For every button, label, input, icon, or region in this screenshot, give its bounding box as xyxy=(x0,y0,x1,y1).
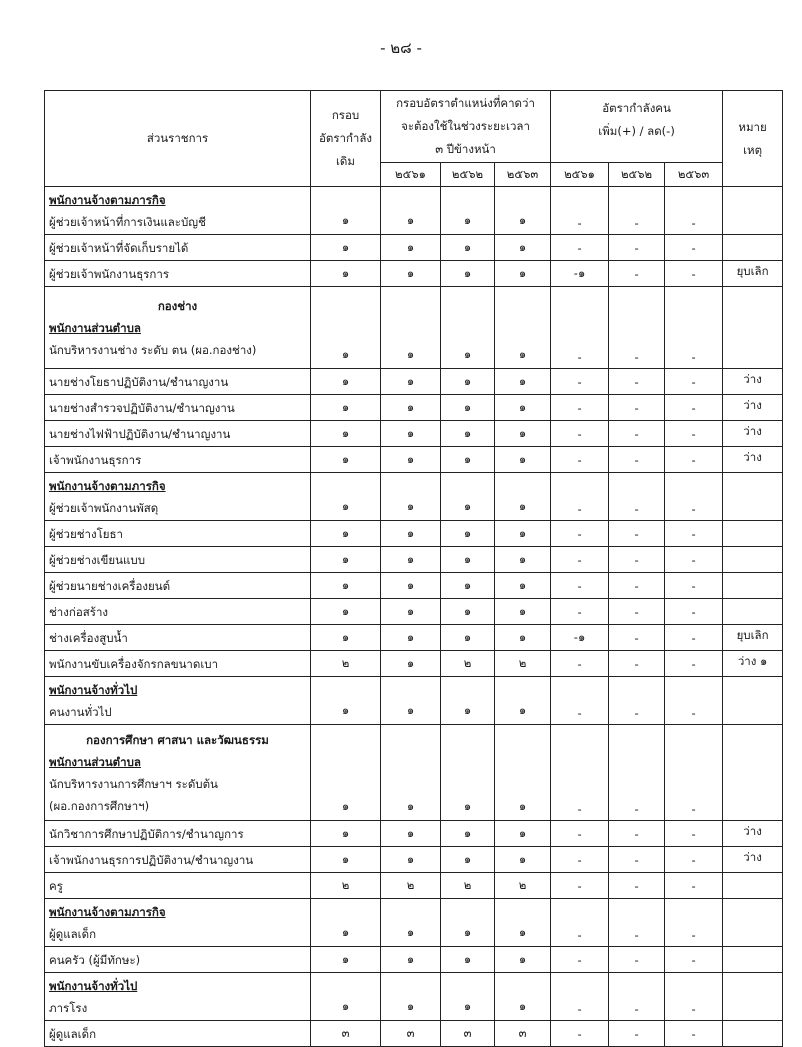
change-value: - xyxy=(665,873,723,899)
change-value: - xyxy=(551,447,609,473)
frame-value: ๑ xyxy=(311,821,381,847)
table-row xyxy=(45,187,783,235)
note-cell: ว่าง xyxy=(723,395,783,421)
expected-value: ๑ xyxy=(495,847,551,873)
unit-cell xyxy=(45,873,311,899)
change-value: - xyxy=(665,369,723,395)
note-cell: ยุบเลิก xyxy=(723,261,783,287)
position-name: เจ้าพนักงานธุรการ xyxy=(49,452,142,467)
frame-value: ๑ xyxy=(311,187,381,235)
table-body xyxy=(45,187,783,1047)
expected-value: ๑ xyxy=(441,847,495,873)
frame-value: ๑ xyxy=(311,947,381,973)
table-row xyxy=(45,573,783,599)
change-value: - xyxy=(665,847,723,873)
change-value: - xyxy=(665,447,723,473)
change-value: - xyxy=(665,287,723,369)
expected-value: ๑ xyxy=(441,677,495,725)
table-row xyxy=(45,651,783,677)
header-year-change-1: ๒๕๖๑ xyxy=(551,163,609,187)
table-row xyxy=(45,395,783,421)
expected-value: ๑ xyxy=(495,261,551,287)
expected-value: ๑ xyxy=(381,447,441,473)
table-row xyxy=(45,677,783,725)
expected-value: ๑ xyxy=(381,573,441,599)
expected-value: ๑ xyxy=(381,847,441,873)
change-value: - xyxy=(665,899,723,947)
expected-value: ๑ xyxy=(381,421,441,447)
frame-value: ๑ xyxy=(311,261,381,287)
unit-cell xyxy=(45,235,311,261)
expected-value: ๑ xyxy=(495,521,551,547)
division-title: กองการศึกษา ศาสนา และวัฒนธรรม xyxy=(86,732,269,747)
change-value: - xyxy=(551,473,609,521)
header-year-change-2: ๒๕๖๒ xyxy=(609,163,665,187)
frame-value: ๑ xyxy=(311,899,381,947)
expected-value: ๑ xyxy=(381,287,441,369)
table-row xyxy=(45,369,783,395)
expected-value: ๑ xyxy=(381,473,441,521)
position-name: (ผอ.กองการศึกษาฯ) xyxy=(49,798,150,813)
change-value: - xyxy=(551,187,609,235)
change-value: - xyxy=(551,821,609,847)
change-value: - xyxy=(665,725,723,821)
unit-cell xyxy=(45,625,311,651)
change-value: - xyxy=(609,1021,665,1047)
division-title: กองช่าง xyxy=(157,298,198,313)
group-heading: พนักงานส่วนตำบล xyxy=(49,320,141,335)
group-heading: พนักงานจ้างตามภารกิจ xyxy=(49,478,166,493)
unit-cell xyxy=(45,287,311,369)
expected-value: ๑ xyxy=(441,625,495,651)
expected-value: ๑ xyxy=(495,677,551,725)
unit-cell xyxy=(45,947,311,973)
change-value: - xyxy=(551,873,609,899)
note-cell xyxy=(723,677,783,725)
expected-value: ๓ xyxy=(441,1021,495,1047)
expected-value: ๑ xyxy=(495,235,551,261)
change-value: - xyxy=(665,677,723,725)
expected-value: ๑ xyxy=(441,187,495,235)
change-value: - xyxy=(609,847,665,873)
note-cell: ว่าง xyxy=(723,447,783,473)
note-cell xyxy=(723,947,783,973)
expected-value: ๑ xyxy=(495,421,551,447)
position-name: พนักงานขับเครื่องจักรกลขนาดเบา xyxy=(49,656,219,671)
unit-cell xyxy=(45,521,311,547)
expected-value: ๑ xyxy=(441,947,495,973)
header-unit: ส่วนราชการ xyxy=(45,91,311,187)
expected-value: ๑ xyxy=(495,395,551,421)
expected-value: ๑ xyxy=(381,625,441,651)
change-value: - xyxy=(551,573,609,599)
change-value: - xyxy=(609,261,665,287)
unit-cell xyxy=(45,395,311,421)
position-name: ผู้ช่วยนายช่างเครื่องยนต์ xyxy=(49,578,171,593)
change-value: - xyxy=(665,651,723,677)
position-name: ผู้ช่วยเจ้าพนักงานพัสดุ xyxy=(49,500,159,515)
unit-cell xyxy=(45,1021,311,1047)
frame-value: ๒ xyxy=(311,651,381,677)
change-value: - xyxy=(609,973,665,1021)
unit-cell xyxy=(45,899,311,947)
expected-value: ๑ xyxy=(381,599,441,625)
expected-value: ๑ xyxy=(381,521,441,547)
change-value: - xyxy=(609,369,665,395)
position-name: ช่างเครื่องสูบน้ำ xyxy=(49,630,128,645)
expected-value: ๑ xyxy=(441,473,495,521)
frame-value: ๑ xyxy=(311,235,381,261)
note-cell: ว่าง ๑ xyxy=(723,651,783,677)
expected-value: ๑ xyxy=(381,547,441,573)
change-value: - xyxy=(551,235,609,261)
expected-value: ๑ xyxy=(495,447,551,473)
table-row xyxy=(45,473,783,521)
position-name: ผู้ดูแลเด็ก xyxy=(49,1026,97,1041)
change-value: - xyxy=(609,573,665,599)
expected-value: ๑ xyxy=(495,547,551,573)
note-cell xyxy=(723,187,783,235)
change-value: - xyxy=(551,547,609,573)
change-value: - xyxy=(609,625,665,651)
header-year-change-3: ๒๕๖๓ xyxy=(665,163,723,187)
change-value: - xyxy=(609,947,665,973)
expected-value: ๑ xyxy=(381,947,441,973)
expected-value: ๒ xyxy=(441,651,495,677)
position-name: นายช่างสำรวจปฏิบัติงาน/ชำนาญงาน xyxy=(49,400,235,415)
change-value: - xyxy=(665,947,723,973)
frame-value: ๑ xyxy=(311,395,381,421)
expected-value: ๑ xyxy=(441,447,495,473)
change-value: - xyxy=(665,261,723,287)
expected-value: ๑ xyxy=(495,369,551,395)
position-name: ผู้ช่วยเจ้าหน้าที่การเงินและบัญชี xyxy=(49,214,206,229)
note-cell xyxy=(723,473,783,521)
change-value: - xyxy=(551,947,609,973)
position-name: ผู้ช่วยช่างโยธา xyxy=(49,526,124,541)
change-value: - xyxy=(551,521,609,547)
expected-value: ๑ xyxy=(495,973,551,1021)
change-value: - xyxy=(665,1021,723,1047)
change-value: - xyxy=(609,547,665,573)
position-name: ผู้ช่วยช่างเขียนแบบ xyxy=(49,552,146,567)
note-cell: ว่าง xyxy=(723,421,783,447)
position-name: นายช่างโยธาปฏิบัติงาน/ชำนาญงาน xyxy=(49,374,229,389)
change-value: - xyxy=(609,821,665,847)
change-value: - xyxy=(551,847,609,873)
frame-value: ๑ xyxy=(311,447,381,473)
change-value: - xyxy=(609,677,665,725)
position-name: คนครัว (ผู้มีทักษะ) xyxy=(49,952,141,967)
table-row xyxy=(45,447,783,473)
change-value: - xyxy=(609,473,665,521)
page-number: - ๒๘ - xyxy=(380,39,422,57)
change-value: - xyxy=(609,287,665,369)
table-row xyxy=(45,421,783,447)
expected-value: ๒ xyxy=(495,873,551,899)
expected-value: ๑ xyxy=(495,947,551,973)
group-heading: พนักงานจ้างทั่วไป xyxy=(49,978,138,993)
frame-value: ๒ xyxy=(311,873,381,899)
expected-value: ๑ xyxy=(495,725,551,821)
group-heading: พนักงานจ้างตามภารกิจ xyxy=(49,904,166,919)
unit-cell xyxy=(45,725,311,821)
frame-value: ๑ xyxy=(311,369,381,395)
position-name: เจ้าพนักงานธุรการปฏิบัติงาน/ชำนาญงาน xyxy=(49,852,254,867)
position-name: ผู้ช่วยเจ้าพนักงานธุรการ xyxy=(49,266,169,281)
change-value: -๑ xyxy=(551,261,609,287)
note-cell: ว่าง xyxy=(723,821,783,847)
expected-value: ๑ xyxy=(441,973,495,1021)
frame-value: ๑ xyxy=(311,625,381,651)
header-year-expected-3: ๒๕๖๓ xyxy=(495,163,551,187)
header-frame: กรอบ อัตรากำลัง เดิม xyxy=(311,91,381,187)
change-value: - xyxy=(609,521,665,547)
expected-value: ๒ xyxy=(495,651,551,677)
header-year-expected-2: ๒๕๖๒ xyxy=(441,163,495,187)
table-row xyxy=(45,947,783,973)
change-value: - xyxy=(609,235,665,261)
frame-value: ๑ xyxy=(311,421,381,447)
note-cell xyxy=(723,973,783,1021)
change-value: - xyxy=(665,235,723,261)
change-value: - xyxy=(665,547,723,573)
change-value: - xyxy=(665,473,723,521)
note-cell xyxy=(723,1021,783,1047)
position-name: คนงานทั่วไป xyxy=(49,704,112,719)
unit-cell xyxy=(45,447,311,473)
expected-value: ๑ xyxy=(381,899,441,947)
expected-value: ๑ xyxy=(381,973,441,1021)
change-value: - xyxy=(665,395,723,421)
table-row xyxy=(45,625,783,651)
change-value: - xyxy=(609,899,665,947)
unit-cell xyxy=(45,473,311,521)
table-row xyxy=(45,287,783,369)
frame-value: ๑ xyxy=(311,677,381,725)
position-name: นักบริหารงานช่าง ระดับ ตน (ผอ.กองช่าง) xyxy=(49,342,257,357)
expected-value: ๑ xyxy=(381,395,441,421)
frame-value: ๑ xyxy=(311,847,381,873)
change-value: - xyxy=(551,899,609,947)
change-value: - xyxy=(551,725,609,821)
unit-cell xyxy=(45,599,311,625)
note-cell xyxy=(723,573,783,599)
frame-value: ๓ xyxy=(311,1021,381,1047)
table-row xyxy=(45,261,783,287)
table-row xyxy=(45,235,783,261)
table-row xyxy=(45,521,783,547)
note-cell: ว่าง xyxy=(723,369,783,395)
unit-cell xyxy=(45,261,311,287)
expected-value: ๑ xyxy=(495,187,551,235)
table-row xyxy=(45,873,783,899)
change-value: - xyxy=(665,599,723,625)
unit-cell xyxy=(45,651,311,677)
change-value: - xyxy=(665,573,723,599)
change-value: - xyxy=(551,677,609,725)
table-row xyxy=(45,547,783,573)
header-note: หมาย เหตุ xyxy=(723,91,783,187)
table-row xyxy=(45,899,783,947)
frame-value: ๑ xyxy=(311,973,381,1021)
expected-value: ๒ xyxy=(381,873,441,899)
change-value: - xyxy=(609,599,665,625)
expected-value: ๑ xyxy=(495,625,551,651)
expected-value: ๓ xyxy=(495,1021,551,1047)
note-cell xyxy=(723,899,783,947)
header-year-expected-1: ๒๕๖๑ xyxy=(381,163,441,187)
position-name: นักบริหารงานการศึกษาฯ ระดับต้น xyxy=(49,776,218,791)
unit-cell xyxy=(45,847,311,873)
unit-cell xyxy=(45,677,311,725)
expected-value: ๑ xyxy=(381,651,441,677)
note-cell xyxy=(723,521,783,547)
change-value: - xyxy=(609,447,665,473)
table-row xyxy=(45,1021,783,1047)
change-value: - xyxy=(609,725,665,821)
change-value: - xyxy=(609,651,665,677)
expected-value: ๑ xyxy=(441,369,495,395)
table-row xyxy=(45,821,783,847)
expected-value: ๑ xyxy=(495,573,551,599)
note-cell: ยุบเลิก xyxy=(723,625,783,651)
change-value: - xyxy=(551,395,609,421)
change-value: - xyxy=(551,421,609,447)
expected-value: ๑ xyxy=(381,821,441,847)
expected-value: ๑ xyxy=(441,421,495,447)
note-cell xyxy=(723,235,783,261)
change-value: - xyxy=(665,973,723,1021)
expected-value: ๑ xyxy=(495,899,551,947)
expected-value: ๑ xyxy=(441,821,495,847)
header-change: อัตรากำลังคน เพิ่ม(+) / ลด(-) xyxy=(551,91,723,163)
expected-value: ๑ xyxy=(495,473,551,521)
expected-value: ๓ xyxy=(381,1021,441,1047)
change-value: - xyxy=(551,369,609,395)
change-value: -๑ xyxy=(551,625,609,651)
unit-cell xyxy=(45,369,311,395)
expected-value: ๑ xyxy=(495,287,551,369)
expected-value: ๑ xyxy=(441,899,495,947)
expected-value: ๑ xyxy=(441,599,495,625)
expected-value: ๑ xyxy=(441,287,495,369)
unit-cell xyxy=(45,821,311,847)
change-value: - xyxy=(665,421,723,447)
expected-value: ๑ xyxy=(441,395,495,421)
frame-value: ๑ xyxy=(311,599,381,625)
frame-value: ๑ xyxy=(311,547,381,573)
expected-value: ๑ xyxy=(381,677,441,725)
frame-value: ๑ xyxy=(311,725,381,821)
position-name: นักวิชาการศึกษาปฏิบัติการ/ชำนาญการ xyxy=(49,826,244,841)
change-value: - xyxy=(609,873,665,899)
table-row xyxy=(45,725,783,821)
change-value: - xyxy=(665,187,723,235)
change-value: - xyxy=(609,187,665,235)
change-value: - xyxy=(551,973,609,1021)
change-value: - xyxy=(665,625,723,651)
frame-value: ๑ xyxy=(311,573,381,599)
expected-value: ๑ xyxy=(381,261,441,287)
group-heading: พนักงานจ้างตามภารกิจ xyxy=(49,192,166,207)
expected-value: ๑ xyxy=(381,369,441,395)
change-value: - xyxy=(551,599,609,625)
note-cell xyxy=(723,547,783,573)
frame-value: ๑ xyxy=(311,473,381,521)
note-cell xyxy=(723,287,783,369)
change-value: - xyxy=(665,521,723,547)
unit-cell xyxy=(45,547,311,573)
unit-cell xyxy=(45,187,311,235)
expected-value: ๒ xyxy=(441,873,495,899)
expected-value: ๑ xyxy=(495,821,551,847)
expected-value: ๑ xyxy=(441,261,495,287)
unit-cell xyxy=(45,573,311,599)
change-value: - xyxy=(551,287,609,369)
change-value: - xyxy=(609,421,665,447)
position-name: ช่างก่อสร้าง xyxy=(49,604,109,619)
table-row xyxy=(45,599,783,625)
note-cell xyxy=(723,725,783,821)
expected-value: ๑ xyxy=(441,521,495,547)
expected-value: ๑ xyxy=(381,187,441,235)
position-name: ผู้ดูแลเด็ก xyxy=(49,926,97,941)
note-cell: ว่าง xyxy=(723,847,783,873)
unit-cell xyxy=(45,421,311,447)
expected-value: ๑ xyxy=(441,235,495,261)
unit-cell xyxy=(45,973,311,1021)
frame-value: ๑ xyxy=(311,521,381,547)
expected-value: ๑ xyxy=(441,573,495,599)
group-heading: พนักงานส่วนตำบล xyxy=(49,754,141,769)
change-value: - xyxy=(551,651,609,677)
change-value: - xyxy=(665,821,723,847)
note-cell xyxy=(723,599,783,625)
note-cell xyxy=(723,873,783,899)
expected-value: ๑ xyxy=(441,725,495,821)
expected-value: ๑ xyxy=(495,599,551,625)
expected-value: ๑ xyxy=(381,725,441,821)
change-value: - xyxy=(551,1021,609,1047)
position-name: ภารโรง xyxy=(49,1000,88,1015)
expected-value: ๑ xyxy=(381,235,441,261)
table-row xyxy=(45,847,783,873)
change-value: - xyxy=(609,395,665,421)
header-expected: กรอบอัตราตำแหน่งที่คาดว่า จะต้องใช้ในช่วงระยะเวลา ๓ ปีข้างหน้า xyxy=(381,91,551,163)
table-row xyxy=(45,973,783,1021)
frame-value: ๑ xyxy=(311,287,381,369)
position-name: ผู้ช่วยเจ้าหน้าที่จัดเก็บรายได้ xyxy=(49,240,189,255)
group-heading: พนักงานจ้างทั่วไป xyxy=(49,682,138,697)
expected-value: ๑ xyxy=(441,547,495,573)
position-name: ครู xyxy=(49,878,63,893)
position-name: นายช่างไฟฟ้าปฏิบัติงาน/ชำนาญงาน xyxy=(49,426,231,441)
manpower-table xyxy=(44,90,783,1047)
